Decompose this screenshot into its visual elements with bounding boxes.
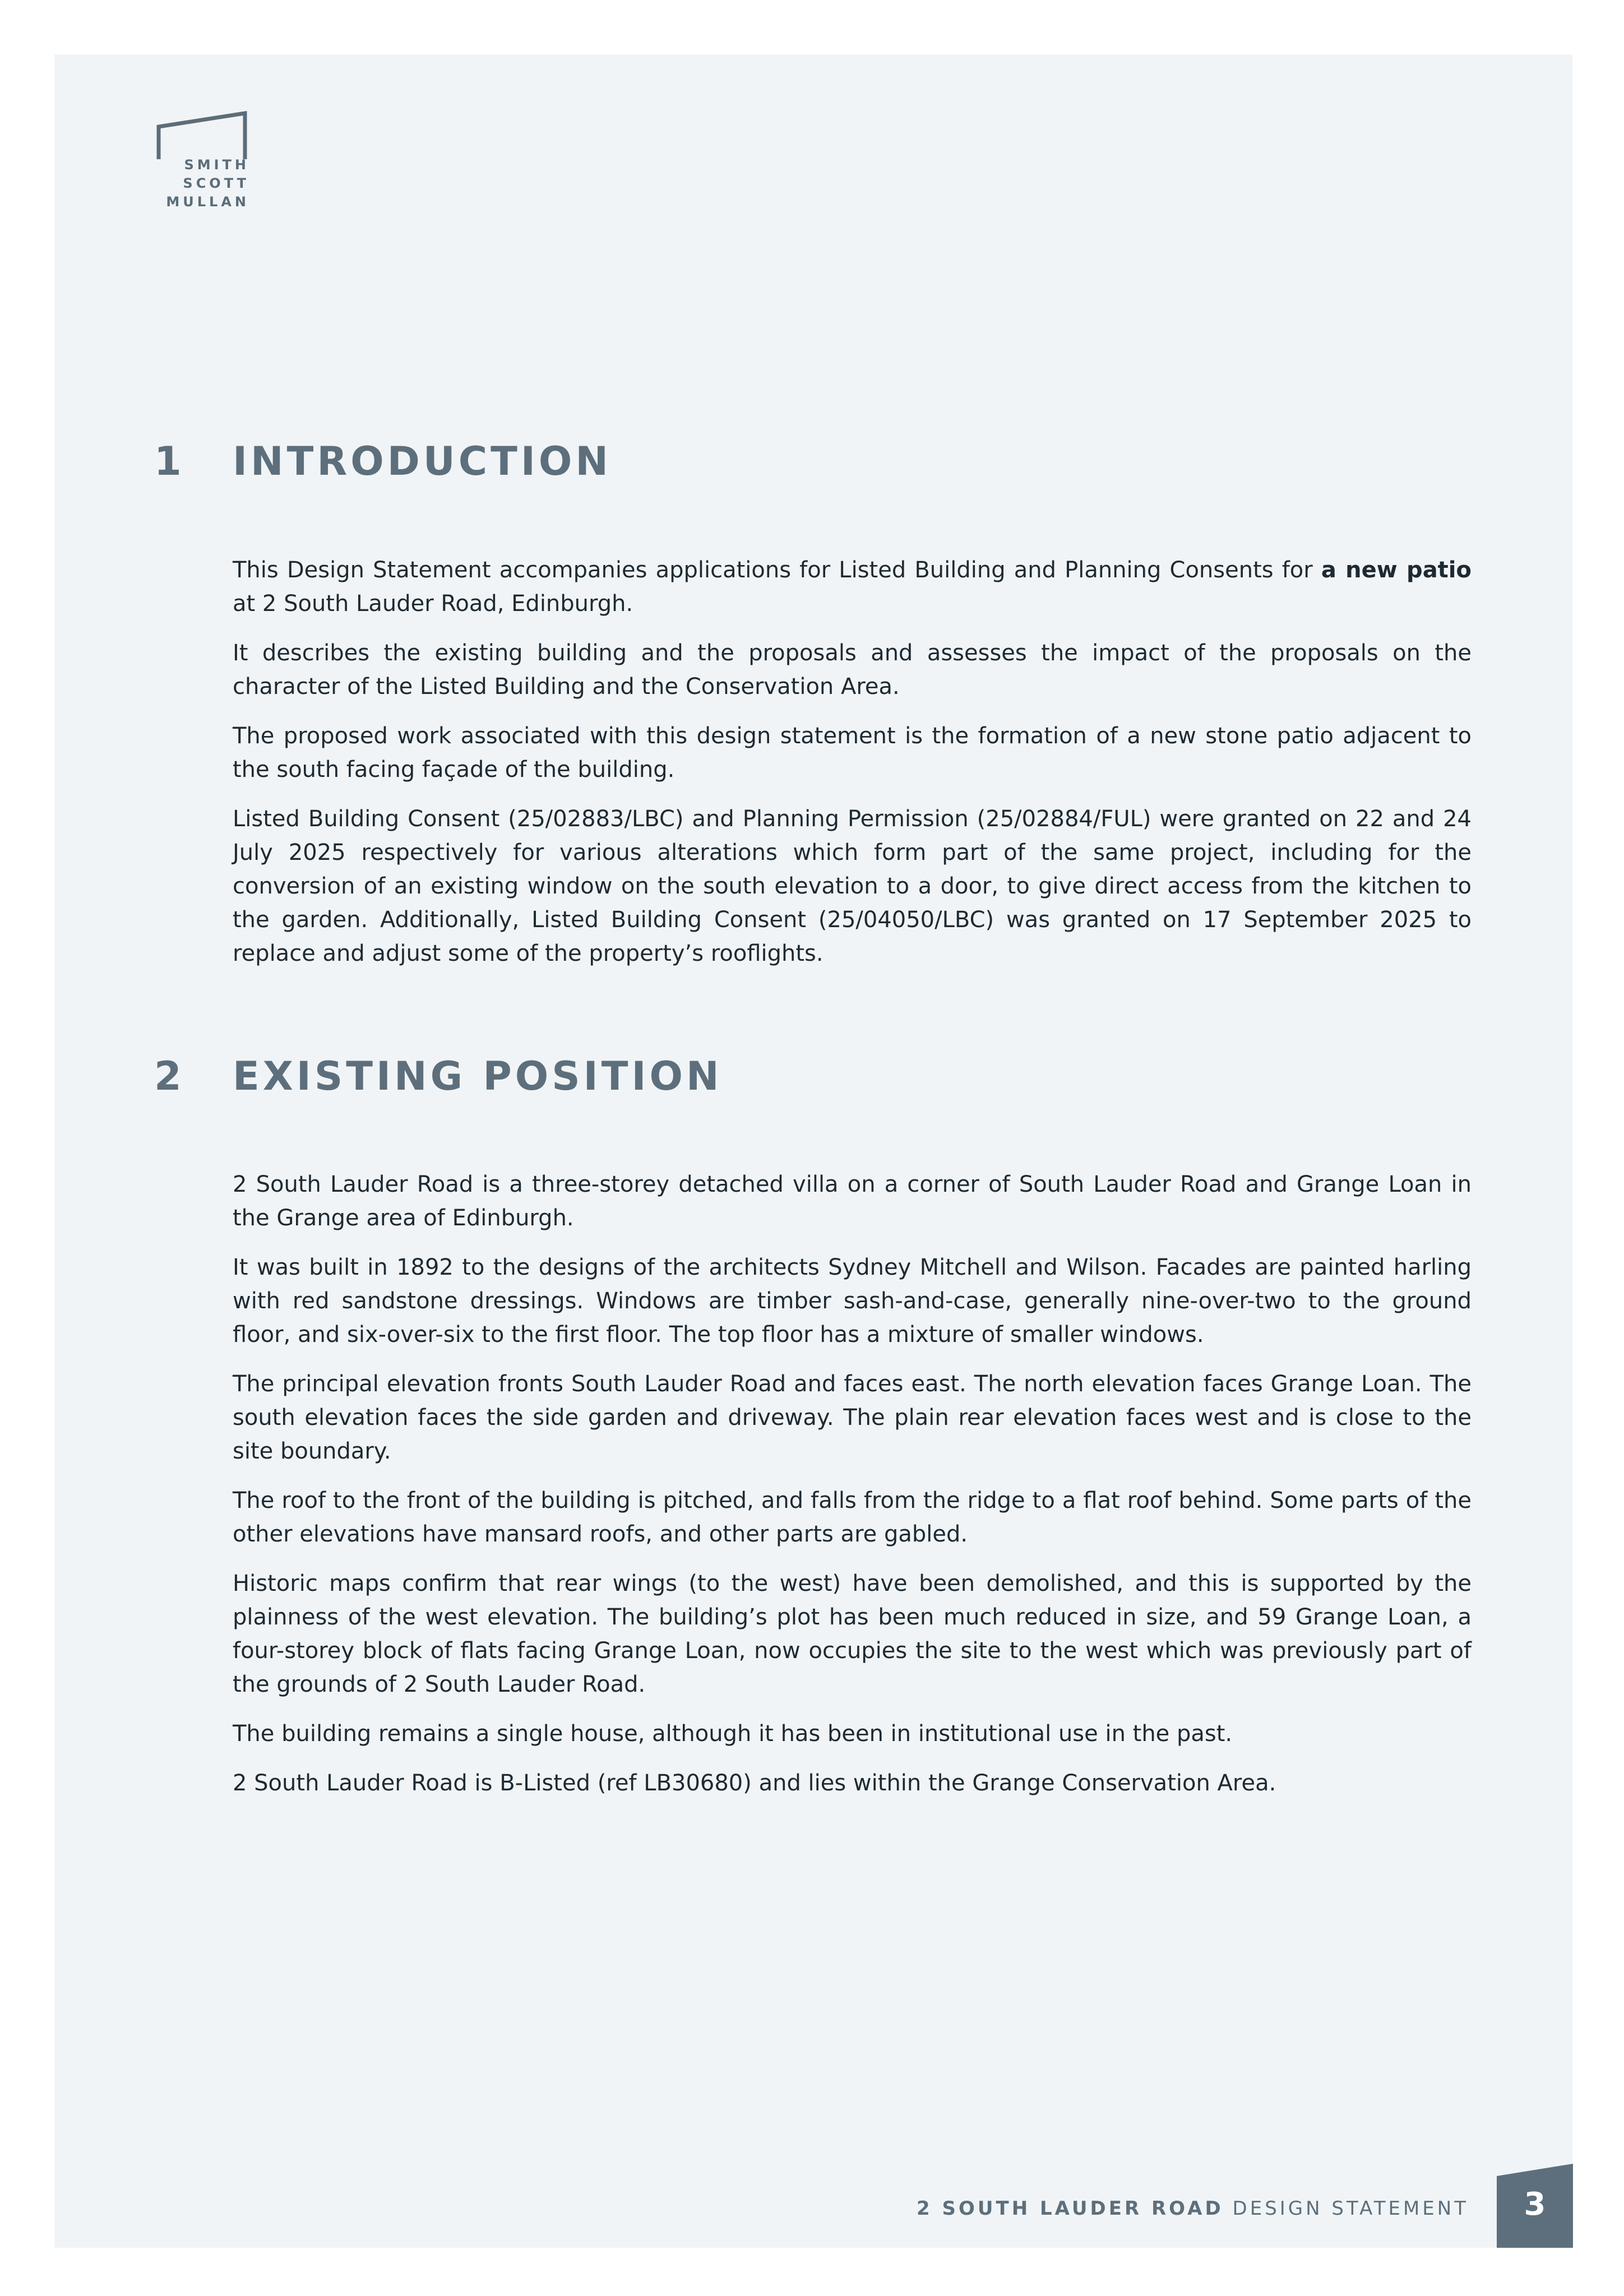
paragraph xyxy=(233,553,1472,621)
section-title: INTRODUCTION xyxy=(233,438,612,484)
document-page xyxy=(54,54,1572,2248)
paragraph: The roof to the front of the building is pitched, and falls from the ridge to a flat roof behind. Some parts of the other elevations have mansard roofs, and other parts are gabled. xyxy=(233,1488,1472,1547)
paragraph: The building remains a single house, although it has been in institutional use in the past. xyxy=(233,1721,1233,1747)
page-number-badge xyxy=(1497,2164,1573,2248)
paragraph: It was built in 1892 to the designs of the architects Sydney Mitchell and Wilson. Facades are painted harling with red sandstone dressings. Windows are timber sash-and-case, generally nine-over-two to the ground floor, and six-over-six to the first floor. The top floor has a mixture of smaller windows. xyxy=(233,1255,1472,1348)
logo-frame-icon xyxy=(154,110,255,160)
section-number: 2 xyxy=(154,1053,185,1099)
paragraph: It describes the existing building and the proposals and assesses the impact of the proposals on the character of the Listed Building and the Conservation Area. xyxy=(233,640,1472,700)
company-logo xyxy=(154,110,255,228)
paragraph-bold-text: a new patio xyxy=(1321,557,1472,583)
logo-wordmark xyxy=(154,156,249,211)
logo-line-1: SMITH xyxy=(184,157,249,173)
paragraph: 2 South Lauder Road is a three-storey detached villa on a corner of South Lauder Road and Grange Loan in the Grange area of Edinburgh. xyxy=(233,1172,1472,1231)
footer-bold-text: 2 SOUTH LAUDER ROAD xyxy=(917,2197,1224,2220)
logo-line-2: SCOTT xyxy=(183,175,249,191)
paragraph: The proposed work associated with this design statement is the formation of a new stone patio adjacent to the south facing façade of the building. xyxy=(233,723,1472,783)
footer-text: DESIGN STATEMENT xyxy=(1223,2197,1469,2220)
footer-document-title xyxy=(841,2197,1469,2220)
paragraph: Listed Building Consent (25/02883/LBC) and Planning Permission (25/02884/FUL) were granted on 22 and 24 July 2025 respectively for various alterations which form part of the same project, including for the conversion of an existing window on the south elevation to a door, to give direct access from the kitchen to the garden. Additionally, Listed Building Consent (25/04050/LBC) was granted on 17 September 2025 to replace and adjust some of the property’s rooflights. xyxy=(233,806,1472,966)
section-title: EXISTING POSITION xyxy=(233,1053,723,1099)
paragraph: 2 South Lauder Road is B-Listed (ref LB30680) and lies within the Grange Conservation Area. xyxy=(233,1770,1276,1796)
paragraph-text: at 2 South Lauder Road, Edinburgh. xyxy=(233,591,633,617)
paragraph-text: This Design Statement accompanies applications for Listed Building and Planning Consents for xyxy=(233,557,1321,583)
section-number: 1 xyxy=(154,438,185,484)
paragraph: The principal elevation fronts South Lauder Road and faces east. The north elevation faces Grange Loan. The south elevation faces the side garden and driveway. The plain rear elevation faces west and is close to the site boundary. xyxy=(233,1371,1472,1464)
logo-line-3: MULLAN xyxy=(166,194,249,210)
section-body-existing-position xyxy=(233,1168,1472,1816)
section-body-introduction xyxy=(233,553,1472,986)
page-number: 3 xyxy=(1524,2186,1546,2223)
paragraph: Historic maps confirm that rear wings (to the west) have been demolished, and this is supported by the plainness of the west elevation. The building’s plot has been much reduced in size, and 59 Grange Loan, a four-storey block of flats facing Grange Loan, now occupies the site to the west which was previously part of the grounds of 2 South Lauder Road. xyxy=(233,1571,1472,1697)
